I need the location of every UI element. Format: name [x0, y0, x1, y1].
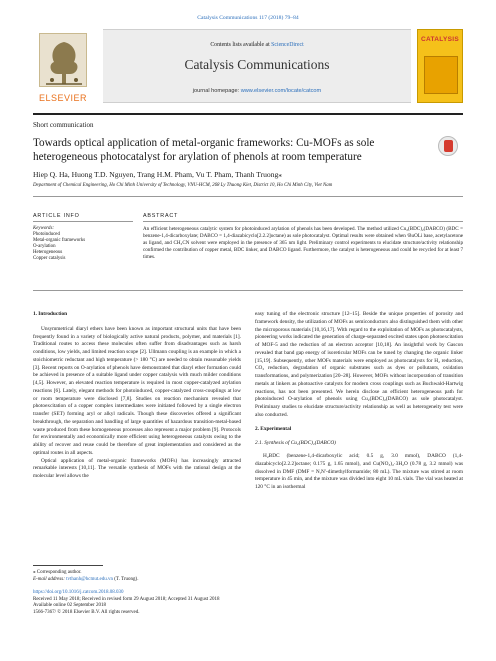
article-info-divider — [33, 221, 133, 222]
contents-prefix: Contents lists available at — [210, 42, 272, 48]
keywords-label: Keywords: — [33, 226, 55, 231]
publication-info — [33, 590, 219, 616]
keywords-block — [33, 226, 85, 262]
abstract-bottom-divider — [33, 290, 463, 291]
article-type: Short communication — [33, 121, 94, 129]
experimental-paragraph: H₂BDC (benzene-1,4-dicarboxylic acid; 0.5 g, 3.0 mmol), DABCO (1,4-diazabicyclo[2.2.2]octane; 0.175 g, 1.65 mmol), and Cu(NO₃)₂·3H₂O (0.78 g, 3.2 mmol) was dissolved in DMF (DMF = N,N′-dimethylformamide; 80 mL). The mixture was stirred at room temperature in 45 min, and the mixture was divided into eight 10 mL vials. The vial was heated at 120 °C in an isothermal — [255, 453, 463, 490]
cover-title: CATALYSIS — [421, 36, 459, 43]
author-list — [33, 170, 282, 179]
header-divider — [33, 113, 463, 115]
doi-link[interactable]: https://doi.org/10.1016/j.catcom.2018.08.030 — [33, 590, 124, 595]
article-title: Towards optical application of metal-organic frameworks: Cu-MOFs as sole heterogeneous photocatalyst for arylation of phenols at room temperature — [33, 137, 375, 163]
abstract-divider — [143, 221, 463, 222]
abstract-heading: ABSTRACT — [143, 213, 179, 219]
email-label: E-mail address: — [33, 577, 65, 582]
experimental-heading: 2. Experimental — [255, 425, 292, 432]
footnote-divider — [33, 565, 103, 566]
keyword-item: Photoinduced — [33, 232, 60, 237]
cover-image — [424, 56, 458, 94]
introduction-paragraph: Unsymmetrical diaryl ethers have been known as important structural units that have been frequently found in a variety of biologically active natural products, polymer, and materials [1]. Traditional routes to access these molecules often suffer from disadvantages such as harsh conditions, low yields, and limited reaction scope [2]. Ullmann coupling is an example in which a stoichiometric reductant and high temperature (> 180 °C) are needed to obtain reasonable yields [3]. Recent reports on O-arylation of phenols have demonstrated that diaryl ether formation could be achieved in presence of a suitable ligand under copper catalysis with much milder conditions [4,5]. However, an elevated reaction temperature is required in most copper-catalyzed arylation reactions [6]. Lately, elegant methods for photoinduced, copper-catalyzed cross-couplings at low or room temperature were disclosed [7,8]. Studies on reaction mechanism revealed that photoexcitation of a copper complex intermediates were initiated followed by a single electron transfer (SET) forming aryl or alkyl radicals. Though these discoveries offered a significant breakthrough, the separation and handling of large quantities of hazardous transition-metal-based waste produced from these homogeneous processes also represent a major problem [9]. Protocols for environmentally and economically more efficient using heterogeneous catalysts owing to the ability of recover and reuse could be therefore of great implementation and considered as the optimal routes in all aspects. — [33, 325, 241, 456]
received-dates: Received 11 May 2018; Received in revised form 29 August 2018; Accepted 31 August 2018 — [33, 596, 220, 602]
contents-line — [103, 42, 411, 48]
affiliation: Department of Chemical Engineering, Ho Chi Minh University of Technology, VNU-HCM, 268 Ly Thuong Kiet, District 10, Ho Chi Minh City, Viet Nam — [33, 183, 333, 188]
title-divider — [33, 196, 463, 197]
abstract-text: An efficient heterogeneous catalytic system for photoinduced arylation of phenols has been developed. The method utilized Cu₂(BDC)₂(DABCO) (BDC = benzene-1,4-dicarboxylate; DABCO = 1,4-diazabicyclo[2.2.2]octane) as sole photocatalyst. Optimal results were obtained when ᵗBuOLi base, acetylacetone as ligand, and CH₃CN solvent were employed in the presence of 365 nm light. Preliminary control experiments to elucidate structure/activity relationship confirmed the contribution of copper metal, BDC linker, and DABCO ligand. Furthermore, the catalyst is heterogeneous and could be recycled for at least 7 times. — [143, 226, 463, 261]
homepage-line — [103, 88, 411, 94]
journal-banner — [103, 29, 411, 103]
available-online: Available online 02 September 2018 — [33, 603, 106, 609]
journal-citation[interactable]: Catalysis Communications 117 (2018) 79–84 — [197, 15, 299, 21]
keyword-item: Heterogeneous — [33, 250, 63, 255]
sciencedirect-link[interactable]: ScienceDirect — [271, 42, 304, 48]
email-link[interactable]: tvthanh@hcmut.edu.vn — [66, 577, 113, 582]
keyword-item: Metal-organic frameworks — [33, 238, 86, 243]
authors-text: Hiep Q. Ha, Huong T.D. Nguyen, Trang H.M. Pham, Vu T. Pham, Thanh Truong — [33, 170, 279, 179]
elsevier-tree-icon — [39, 33, 87, 87]
footnote — [33, 569, 138, 583]
email-suffix: (T. Truong). — [112, 577, 139, 582]
introduction-heading: 1. Introduction — [33, 311, 68, 317]
article-info-heading: ARTICLE INFO — [33, 213, 80, 219]
homepage-link[interactable]: www.elsevier.com/locate/catcom — [240, 88, 322, 94]
body-column-right — [255, 311, 463, 492]
email-line — [33, 576, 138, 583]
journal-masthead — [33, 29, 463, 115]
keyword-item: O-arylation — [33, 244, 56, 249]
introduction-paragraph-continued: easy tuning of the electronic structure [12–15]. Beside the unique properties of porosity and framework density, the utilization of MOFs as semiconductors also distinguished them with other the microporous materials [10,16,17]. With regard to the exploitation of MOFs as photocatalysts, pioneering works indicated the generation of charge-separated excited states upon photoexcitation of MOF-5 and the reduction of an electron acceptor [10,18]. An insightful work by Gascon revealed that band gap energy of isoreticular MOFs can be tuned by changing the organic linker [15,19]. Subsequently, other MOFs materials were employed as photocatalysts for H₂ reduction, CO₂ reduction, degradation of organic substrates such as dyes or pollutants, oxidation transformations, and polymerization [20–28]. However, MOFs without incorporation of transition metals at linkers as photoactive catalysts for modern cross couplings such as Buchwald-Hartwig reactions, has not been presented. We herein disclose an efficient heterogeneous path for photoinduced O-arylation of phenols using Cu₂(BDC)₂(DABCO) as sole photocatalyst. Preliminary studies to elucidate structure/activity relationship as well as heterogeneity test were also conducted. — [255, 311, 463, 418]
corresponding-author-note: ⁎ Corresponding author. — [33, 570, 82, 575]
journal-cover[interactable] — [417, 29, 463, 103]
crossmark-bookmark-icon — [444, 140, 453, 152]
corresponding-marker[interactable]: ⁎ — [278, 170, 283, 179]
elsevier-wordmark: ELSEVIER — [38, 93, 88, 103]
body-column-left — [33, 311, 241, 481]
elsevier-logo[interactable] — [33, 29, 93, 113]
crossmark-icon[interactable] — [438, 136, 458, 156]
synthesis-subheading: 2.1. Synthesis of Cu₂(BDC)₂(DABCO) — [255, 440, 336, 447]
introduction-paragraph: Optical application of metal-organic frameworks (MOFs) has increasingly attracted remarkable interests [10,11]. The versatile synthesis of MOFs with the rational design at the molecular level allows the — [33, 457, 241, 479]
keyword-item: Copper catalysis — [33, 256, 66, 261]
journal-name: Catalysis Communications — [184, 57, 330, 72]
homepage-prefix: journal homepage: — [192, 88, 241, 94]
issn-copyright: 1566-7367/ © 2018 Elsevier B.V. All rights reserved. — [33, 609, 140, 615]
